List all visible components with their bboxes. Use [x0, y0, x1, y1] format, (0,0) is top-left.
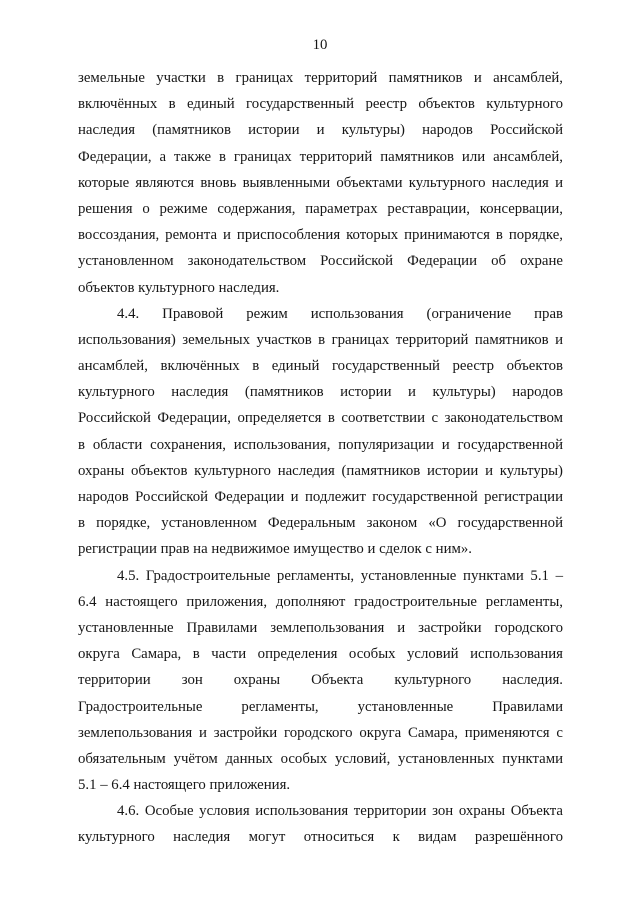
text-line: 4.6. Особые условия использования территории зон охраны Объекта	[117, 803, 563, 820]
text-line: объектов культурного наследия.	[78, 279, 280, 296]
text-line: округа Самара, в части определения особых условий использования	[78, 646, 563, 663]
text-line: обязательным учётом данных особых условий, установленных пунктами	[78, 750, 563, 767]
text-line: наследия (памятников истории и культуры) народов Российской	[78, 122, 563, 139]
text-line: регистрации прав на недвижимое имущество и сделок с ним».	[78, 541, 472, 558]
text-line: 4.4. Правовой режим использования (ограничение прав	[117, 305, 563, 322]
text-line: которые являются вновь выявленными объектами культурного наследия и	[78, 174, 563, 191]
page-number: 10	[312, 37, 328, 53]
text-line: установленные Правилами землепользования и застройки городского	[78, 619, 563, 636]
paragraph-continuation	[78, 65, 563, 301]
text-line: 4.5. Градостроительные регламенты, установленные пунктами 5.1 –	[117, 567, 563, 584]
text-line: культурного наследия (памятников истории и культуры) народов	[78, 384, 563, 401]
document-body	[78, 65, 563, 851]
text-line: Градостроительные регламенты, установленные Правилами	[78, 698, 563, 715]
paragraph-4-5	[78, 563, 563, 799]
text-line: культурного наследия могут относиться к видам разрешённого	[78, 829, 563, 846]
text-line: 5.1 – 6.4 настоящего приложения.	[78, 777, 291, 794]
text-line: в порядке, установленном Федеральным законом «О государственной	[78, 515, 563, 532]
text-line: Российской Федерации, определяется в соответствии с законодательством	[78, 410, 563, 427]
paragraph-4-4	[78, 301, 563, 563]
text-line: установленном законодательством Российской Федерации об охране	[78, 253, 563, 270]
text-line: использования) земельных участков в границах территорий памятников и	[78, 331, 563, 348]
text-line: 6.4 настоящего приложения, дополняют градостроительные регламенты,	[78, 593, 563, 610]
text-line: территории зон охраны Объекта культурного наследия.	[78, 672, 563, 689]
paragraph-4-6	[78, 798, 563, 850]
text-line: воссоздания, ремонта и приспособления которых принимаются в порядке,	[78, 227, 563, 244]
text-line: в области сохранения, использования, популяризации и государственной	[78, 436, 563, 453]
text-line: земельные участки в границах территорий памятников и ансамблей,	[78, 70, 563, 86]
text-line: землепользования и застройки городского округа Самара, применяются с	[78, 724, 563, 741]
text-line: включённых в единый государственный реестр объектов культурного	[78, 96, 563, 113]
text-line: охраны объектов культурного наследия (памятников истории и культуры)	[78, 462, 563, 479]
text-line: ансамблей, включённых в единый государственный реестр объектов	[78, 358, 563, 375]
text-line: народов Российской Федерации и подлежит государственной регистрации	[78, 489, 563, 505]
text-line: Федерации, а также в границах территорий памятников или ансамблей,	[78, 148, 563, 165]
text-line: решения о режиме содержания, параметрах реставрации, консервации,	[78, 200, 563, 217]
